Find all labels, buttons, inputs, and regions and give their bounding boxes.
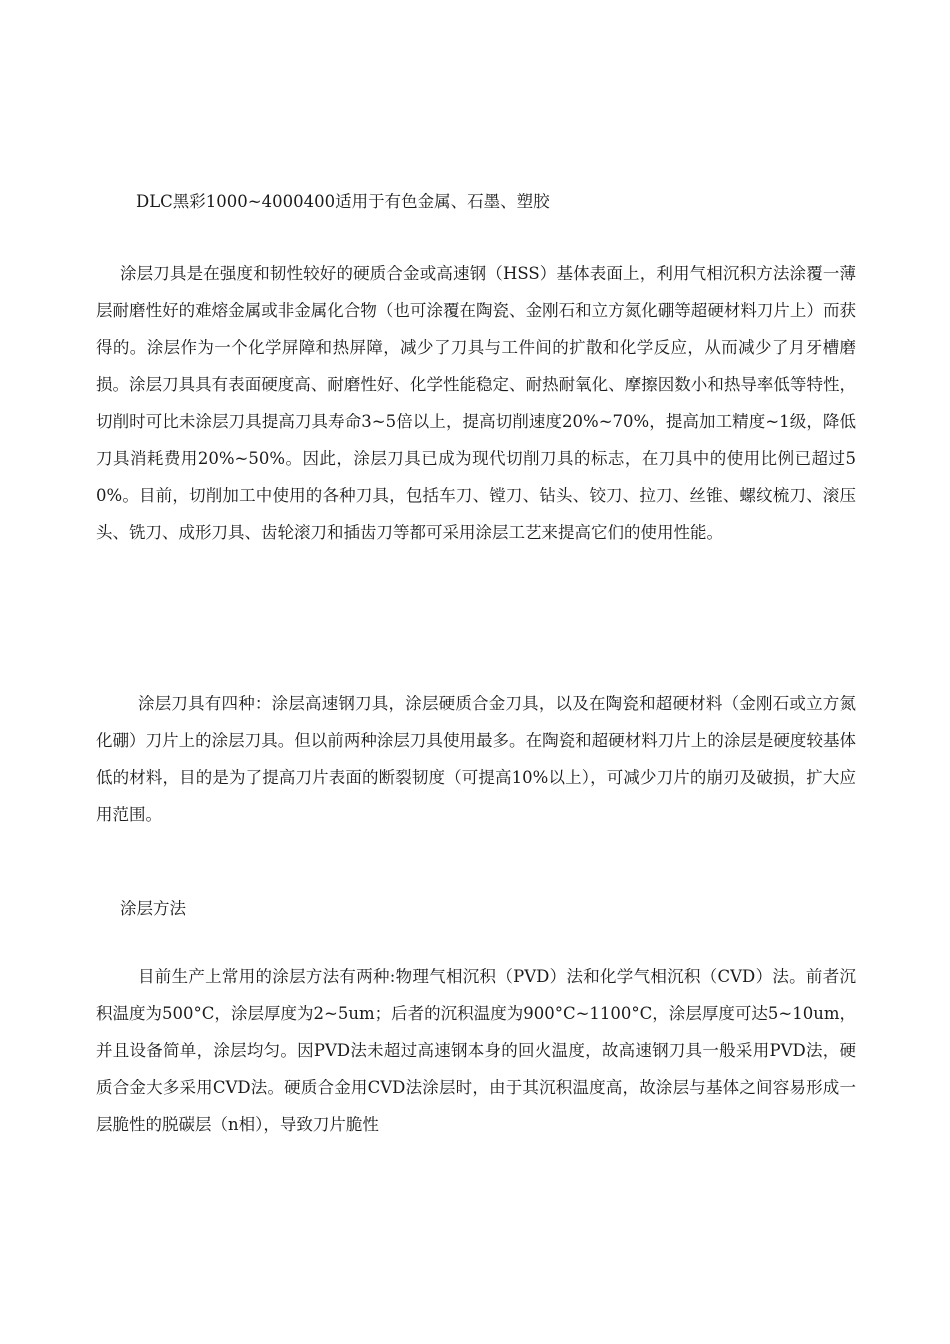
coating-methods-paragraph: 目前生产上常用的涂层方法有两种:物理气相沉积（PVD）法和化学气相沉积（CVD）法。前者沉积温度为500°C，涂层厚度为2~5um；后者的沉积温度为900°C~1100°C，涂层厚度可达5~10um，并且设备简单，涂层均匀。因PVD法未超过高速钢本身的回火温度，故高速钢刀具一般采用PVD法，硬质合金大多采用CVD法。硬质合金用CVD法涂层时，由于其沉积温度高，故涂层与基体之间容易形成一层脆性的脱碳层（n相），导致刀片脆性 (96, 967, 856, 1134)
dlc-coating-line: DLC黑彩1000~4000400适用于有色金属、石墨、塑胶 (136, 192, 550, 211)
coating-types-paragraph: 涂层刀具有四种：涂层高速钢刀具，涂层硬质合金刀具，以及在陶瓷和超硬材料（金刚石或立方氮化硼）刀片上的涂层刀具。但以前两种涂层刀具使用最多。在陶瓷和超硬材料刀片上的涂层是硬度较基体低的材料，目的是为了提高刀片表面的断裂韧度（可提高10%以上），可减少刀片的崩刃及破损，扩大应用范围。 (96, 694, 856, 824)
intro-paragraph: 涂层刀具是在强度和韧性较好的硬质合金或高速钢（HSS）基体表面上，利用气相沉积方法涂覆一薄层耐磨性好的难熔金属或非金属化合物（也可涂覆在陶瓷、金刚石和立方氮化硼等超硬材料刀片上）而获得的。涂层作为一个化学屏障和热屏障，减少了刀具与工件间的扩散和化学反应，从而减少了月牙槽磨损。涂层刀具具有表面硬度高、耐磨性好、化学性能稳定、耐热耐氧化、摩擦因数小和热导率低等特性，切削时可比未涂层刀具提高刀具寿命3~5倍以上，提高切削速度20%~70%，提高加工精度~1级，降低刀具消耗费用20%~50%。因此，涂层刀具已成为现代切削刀具的标志，在刀具中的使用比例已超过50%。目前，切削加工中使用的各种刀具，包括车刀、镗刀、钻头、铰刀、拉刀、丝锥、螺纹梳刀、滚压头、铣刀、成形刀具、齿轮滚刀和插齿刀等都可采用涂层工艺来提高它们的使用性能。 (96, 264, 856, 542)
section-heading-coating-methods: 涂层方法 (120, 899, 186, 918)
